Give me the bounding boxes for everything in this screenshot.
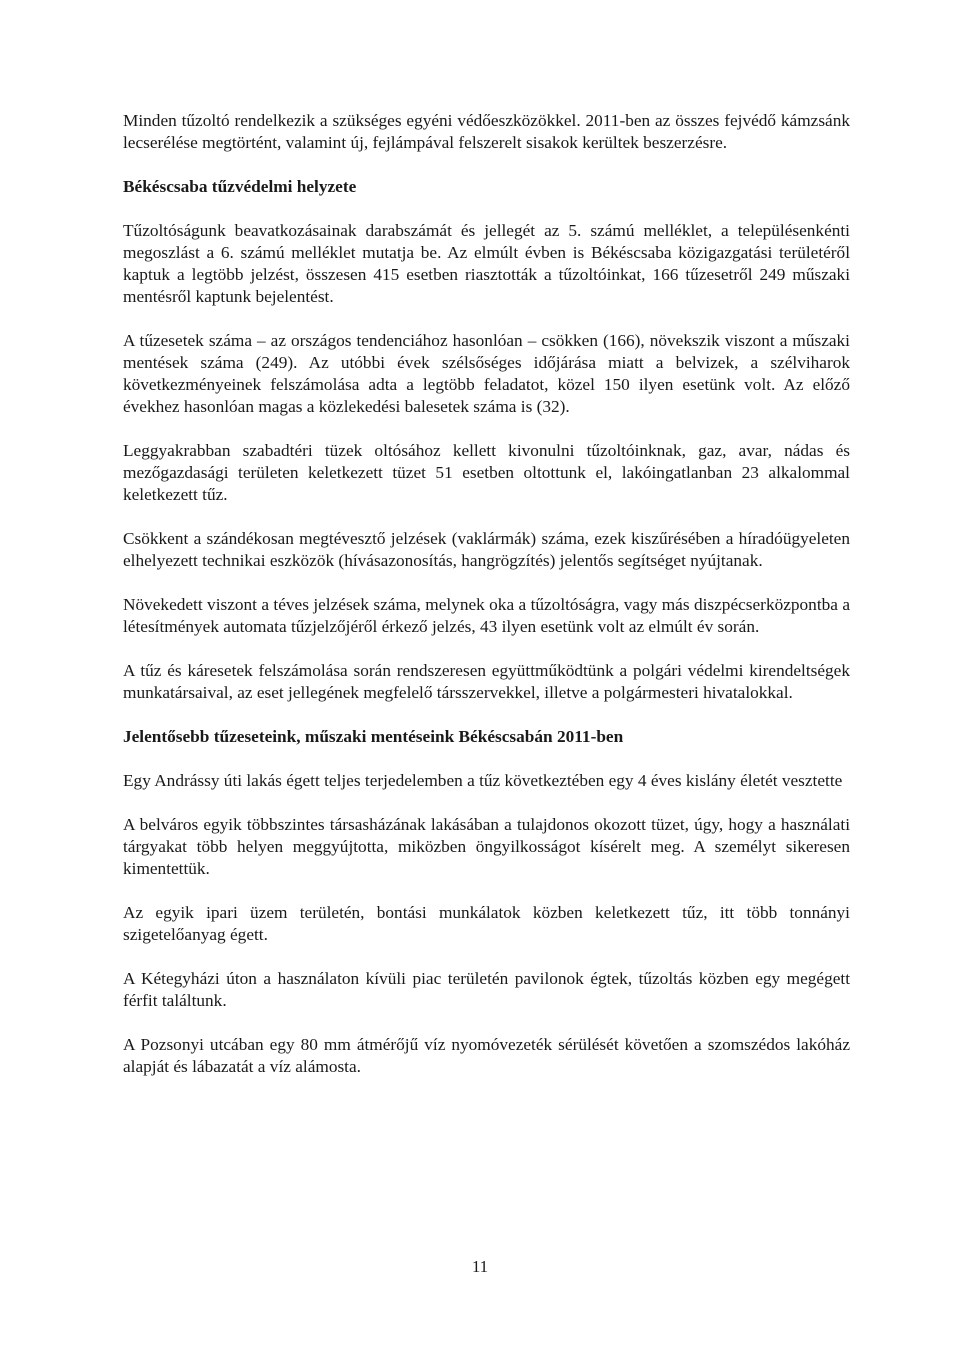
paragraph-incident-industrial: Az egyik ipari üzem területén, bontási munkálatok közben keletkezett tűz, itt több tonnányi szigetelőanyag égett.	[123, 903, 850, 944]
paragraph-incident-water-main: A Pozsonyi utcában egy 80 mm átmérőjű víz nyomóvezeték sérülését követően a szomszédos lakóház alapját és lábazatát a víz alámosta.	[123, 1035, 850, 1076]
paragraph-false-alarms: Csökkent a szándékosan megtévesztő jelzések (vaklármák) száma, ezek kiszűrésében a híradóügyeleten elhelyezett technikai eszközök (hívásazonosítás, hangrögzítés) jelentős segítséget nyújtanak.	[123, 529, 850, 570]
paragraph-incident-andrassy: Egy Andrássy úti lakás égett teljes terjedelemben a tűz következtében egy 4 éves kislány életét vesztette	[123, 771, 843, 790]
paragraph-interventions: Tűzoltóságunk beavatkozásainak darabszámát és jellegét az 5. számú melléklet, a településenkénti megoszlást a 6. számú melléklet mutatja be. Az elmúlt évben is Békéscsaba közigazgatási területéről kaptuk a legtöbb jelzést, összesen 415 esetben riasztották a tűzoltóinkat, 166 tűzesetről 249 műszaki mentésről kaptunk bejelentést.	[123, 221, 850, 306]
paragraph-cooperation: A tűz és káresetek felszámolása során rendszeresen együttműködtünk a polgári védelmi kirendeltségek munkatársaival, az eset jellegének megfelelő társszervekkel, illetve a polgármesteri hivatalokkal.	[123, 661, 850, 702]
paragraph-fire-statistics: A tűzesetek száma – az országos tendenciához hasonlóan – csökken (166), növekszik viszont a műszaki mentések száma (249). Az utóbbi évek szélsőséges időjárása miatt a belvizek, a szélviharok következményeinek felszámolása adta a legtöbb feladatot, közel 150 ilyen esetünk volt. Az előző évekhez hasonlóan magas a közlekedési balesetek száma is (32).	[123, 331, 850, 416]
paragraph-incident-market: A Kétegyházi úton a használaton kívüli piac területén pavilonok égtek, tűzoltás közben egy megégett férfit találtunk.	[123, 969, 850, 1010]
heading-fire-safety-status: Békéscsaba tűzvédelmi helyzete	[123, 177, 357, 196]
heading-major-incidents: Jelentősebb tűzeseteink, műszaki mentéseink Békéscsabán 2011-ben	[123, 727, 624, 746]
document-body	[123, 110, 850, 1078]
paragraph-protective-equipment: Minden tűzoltó rendelkezik a szükséges egyéni védőeszközökkel. 2011-ben az összes fejvédő kámzsánk lecserélése megtörtént, valamint új, fejlámpával felszerelt sisakok kerültek beszerzésre.	[123, 111, 850, 152]
page-number: 11	[471, 1257, 489, 1276]
paragraph-outdoor-fires: Leggyakrabban szabadtéri tüzek oltósához kellett kivonulni tűzoltóinknak, gaz, avar, nádas és mezőgazdasági területen keletkezett tüzet 51 esetben oltottunk el, lakóingatlanban 23 alkalommal keletkezett tűz.	[123, 441, 850, 504]
paragraph-incident-apartment: A belváros egyik többszintes társasházának lakásában a tulajdonos okozott tüzet, úgy, hogy a használati tárgyakat több helyen meggyújtotta, miközben öngyilkosságot kísérelt meg. A személyt sikeresen kimentettük.	[123, 815, 850, 878]
paragraph-erroneous-signals: Növekedett viszont a téves jelzések száma, melynek oka a tűzoltóságra, vagy más diszpécserközpontba a létesítmények automata tűzjelzőjéről érkező jelzés, 43 ilyen esetünk volt az elmúlt év során.	[123, 595, 850, 636]
